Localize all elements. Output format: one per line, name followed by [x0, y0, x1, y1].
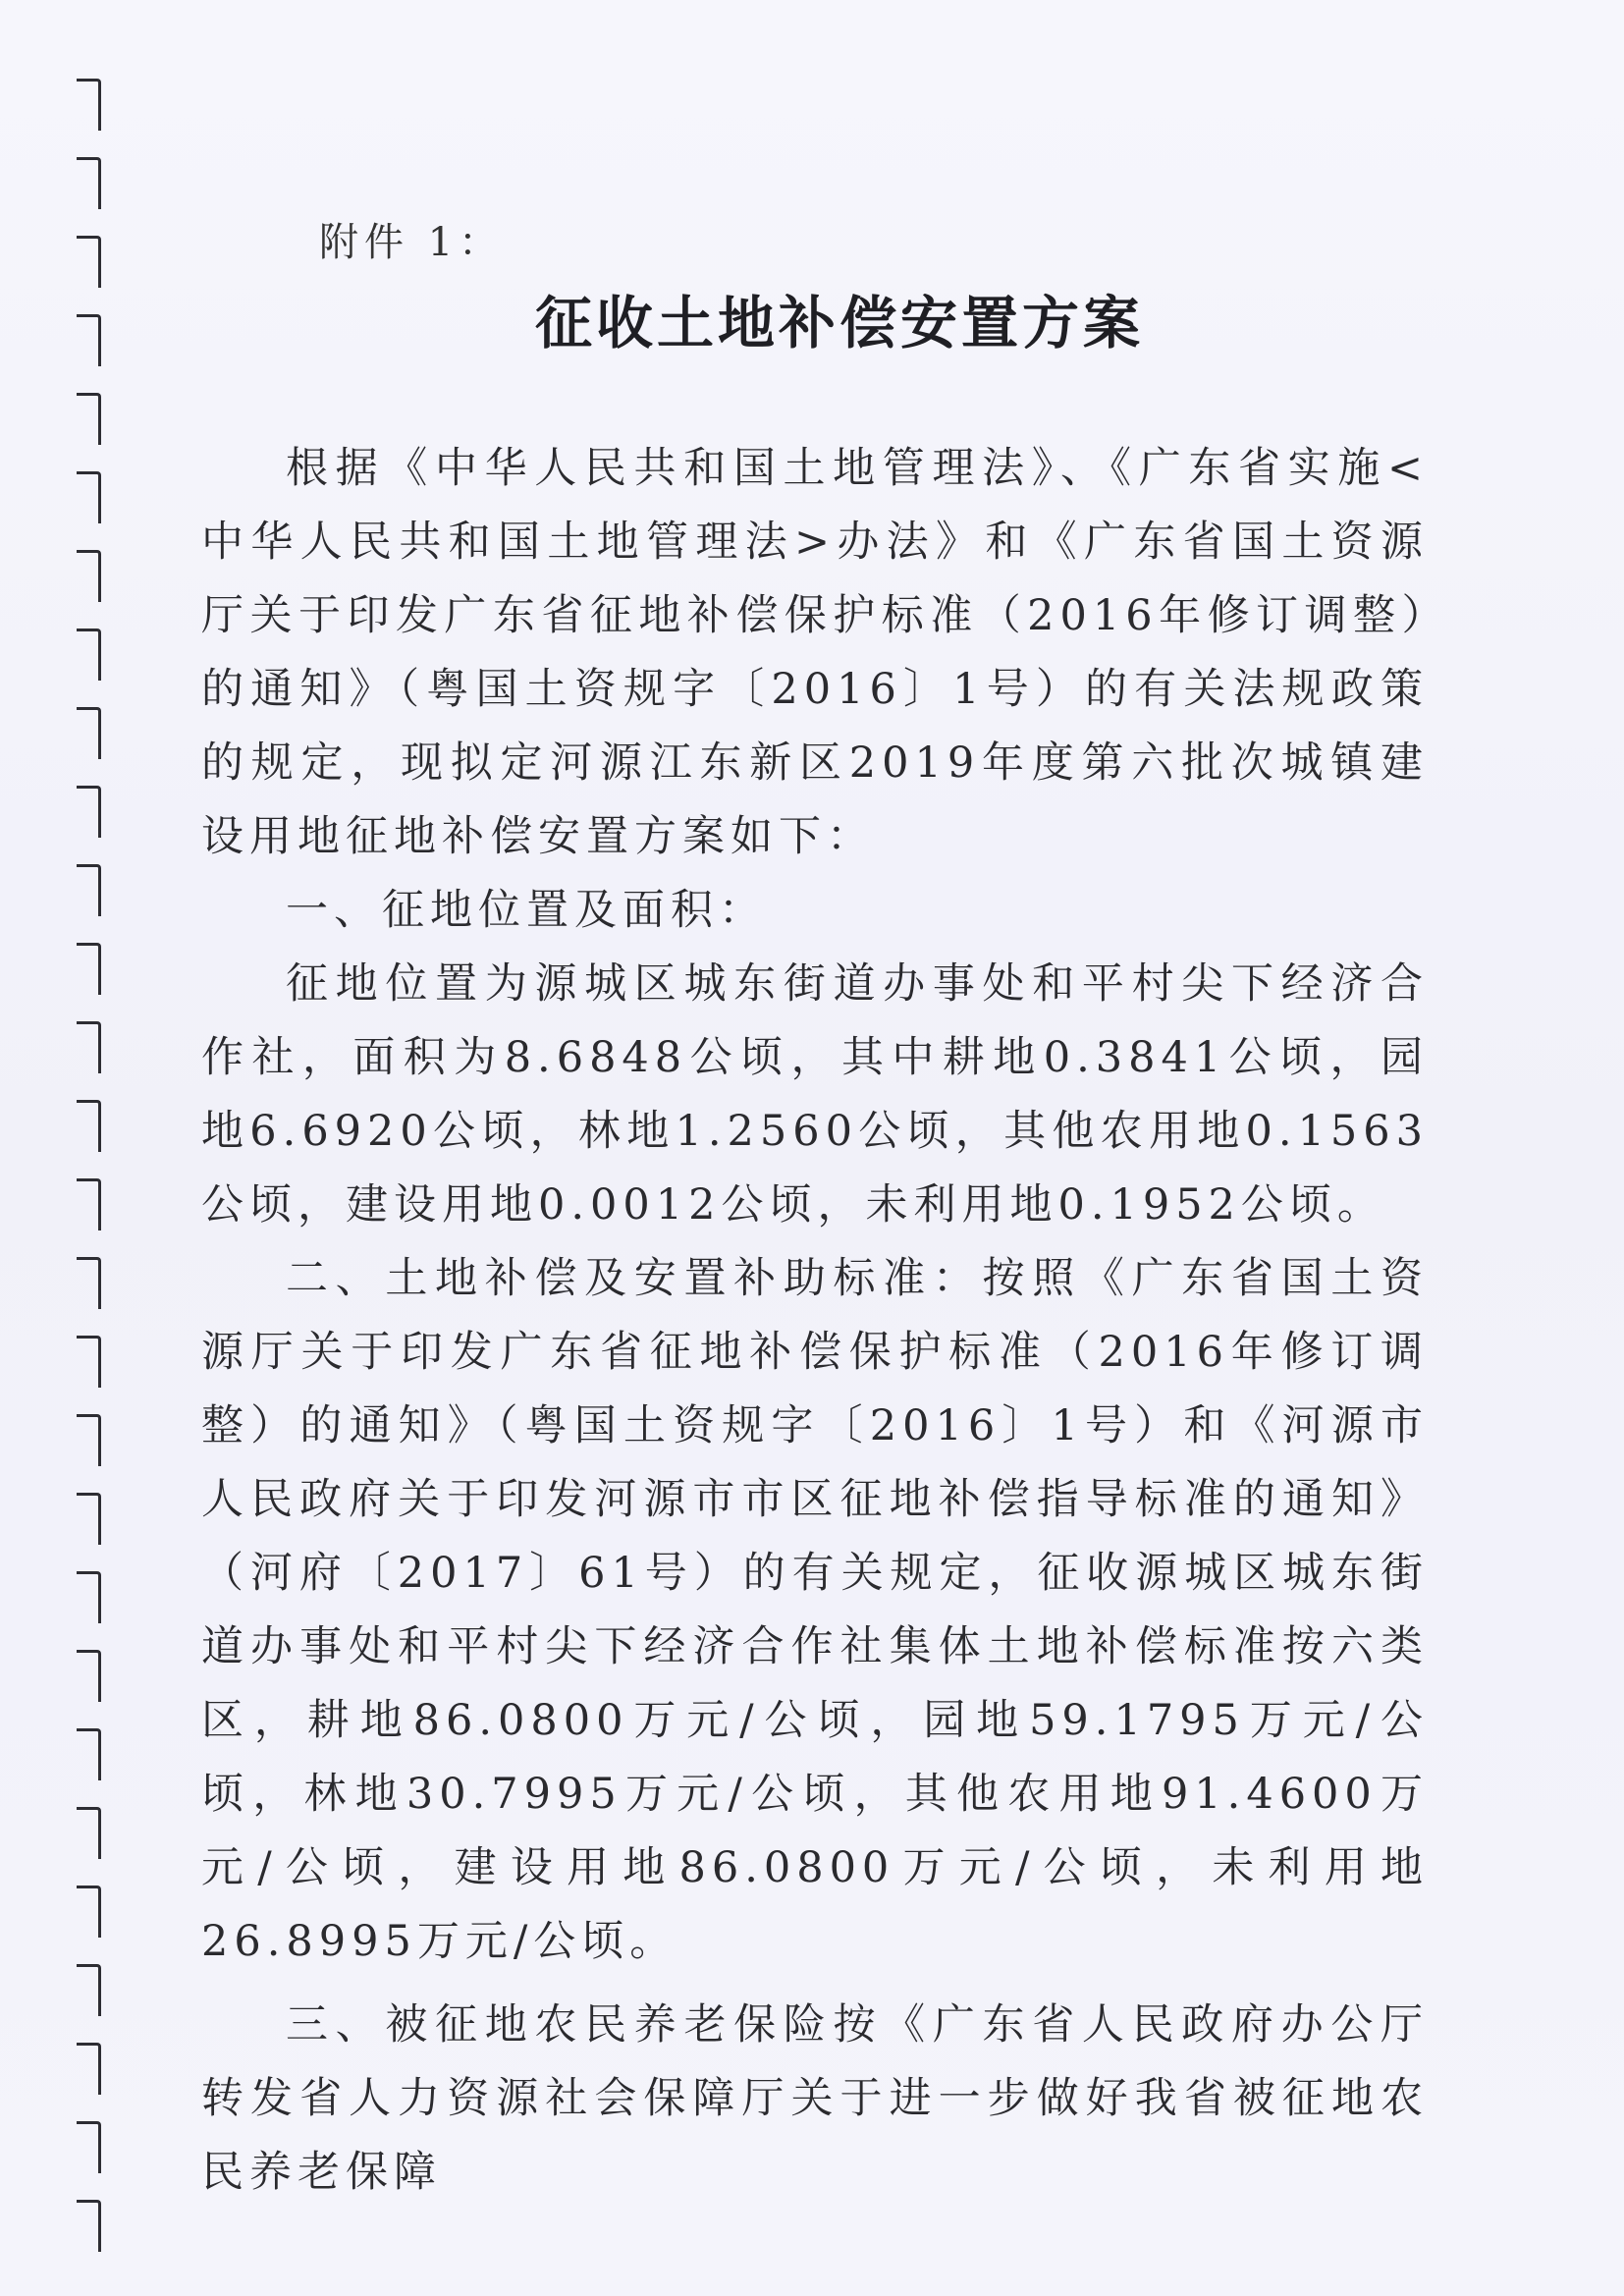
binding-hole — [77, 707, 101, 759]
binding-hole — [77, 1493, 101, 1545]
binding-hole — [77, 1807, 101, 1859]
binding-hole — [77, 1100, 101, 1152]
binding-hole — [77, 1571, 101, 1623]
binding-holes — [77, 79, 106, 2278]
paragraph-legal-basis: 根据《中华人民共和国土地管理法》、《广东省实施<中华人民共和国土地管理法>办法》和《广东省国土资源厅关于印发广东省征地补偿保护标准（2016年修订调整）的通知》（粤国土资规字〔2016〕1号）的有关法规政策的规定，现拟定河源江东新区2019年度第六批次城镇建设用地征地补偿安置方案如下： — [201, 444, 1429, 861]
binding-hole — [77, 314, 101, 366]
binding-hole — [77, 1178, 101, 1230]
binding-hole — [77, 2200, 101, 2252]
paragraph-compensation-standard: 二、土地补偿及安置补助标准：按照《广东省国土资源厅关于印发广东省征地补偿保护标准（2016年修订调整）的通知》（粤国土资规字〔2016〕1号）和《河源市人民政府关于印发河源市市区征地补偿指导标准的通知》（河府〔2017〕61号）的有关规定，征收源城区城东街道办事处和平村尖下经济合作社集体土地补偿标准按六类区，耕地86.0800万元/公顷，园地59.1795万元/公顷，林地30.7995万元/公顷，其他农用地91.4600万元/公顷，建设用地86.0800万元/公顷，未利用地26.8995万元/公顷。 — [201, 1254, 1429, 1966]
binding-hole — [77, 1336, 101, 1388]
paragraph-location-area: 征地位置为源城区城东街道办事处和平村尖下经济合作社，面积为8.6848公顷，其中耕地0.3841公顷，园地6.6920公顷，林地1.2560公顷，其他农用地0.1563公顷，建设用地0.0012公顷，未利用地0.1952公顷。 — [201, 959, 1429, 1230]
binding-hole — [77, 550, 101, 602]
binding-hole — [77, 1021, 101, 1073]
binding-hole — [77, 157, 101, 209]
paragraph-pension-insurance: 三、被征地农民养老保险按《广东省人民政府办公厅转发省人力资源社会保障厅关于进一步做好我省被征地农民养老保障 — [201, 2000, 1429, 2197]
binding-hole — [77, 943, 101, 995]
binding-hole — [77, 786, 101, 838]
document-title: 征收土地补偿安置方案 — [535, 290, 1145, 356]
binding-hole — [77, 2043, 101, 2095]
attachment-label: 附件 1： — [319, 220, 505, 265]
binding-hole — [77, 1257, 101, 1309]
binding-hole — [77, 471, 101, 523]
binding-hole — [77, 1414, 101, 1466]
binding-hole — [77, 864, 101, 916]
binding-hole — [77, 1728, 101, 1780]
binding-hole — [77, 1886, 101, 1938]
binding-hole — [77, 1650, 101, 1702]
binding-hole — [77, 2121, 101, 2173]
binding-hole — [77, 629, 101, 681]
binding-hole — [77, 393, 101, 445]
section-heading-location: 一、征地位置及面积： — [286, 886, 767, 935]
binding-hole — [77, 79, 101, 131]
document-body — [201, 432, 1429, 2210]
binding-hole — [77, 236, 101, 288]
binding-hole — [77, 1964, 101, 2016]
